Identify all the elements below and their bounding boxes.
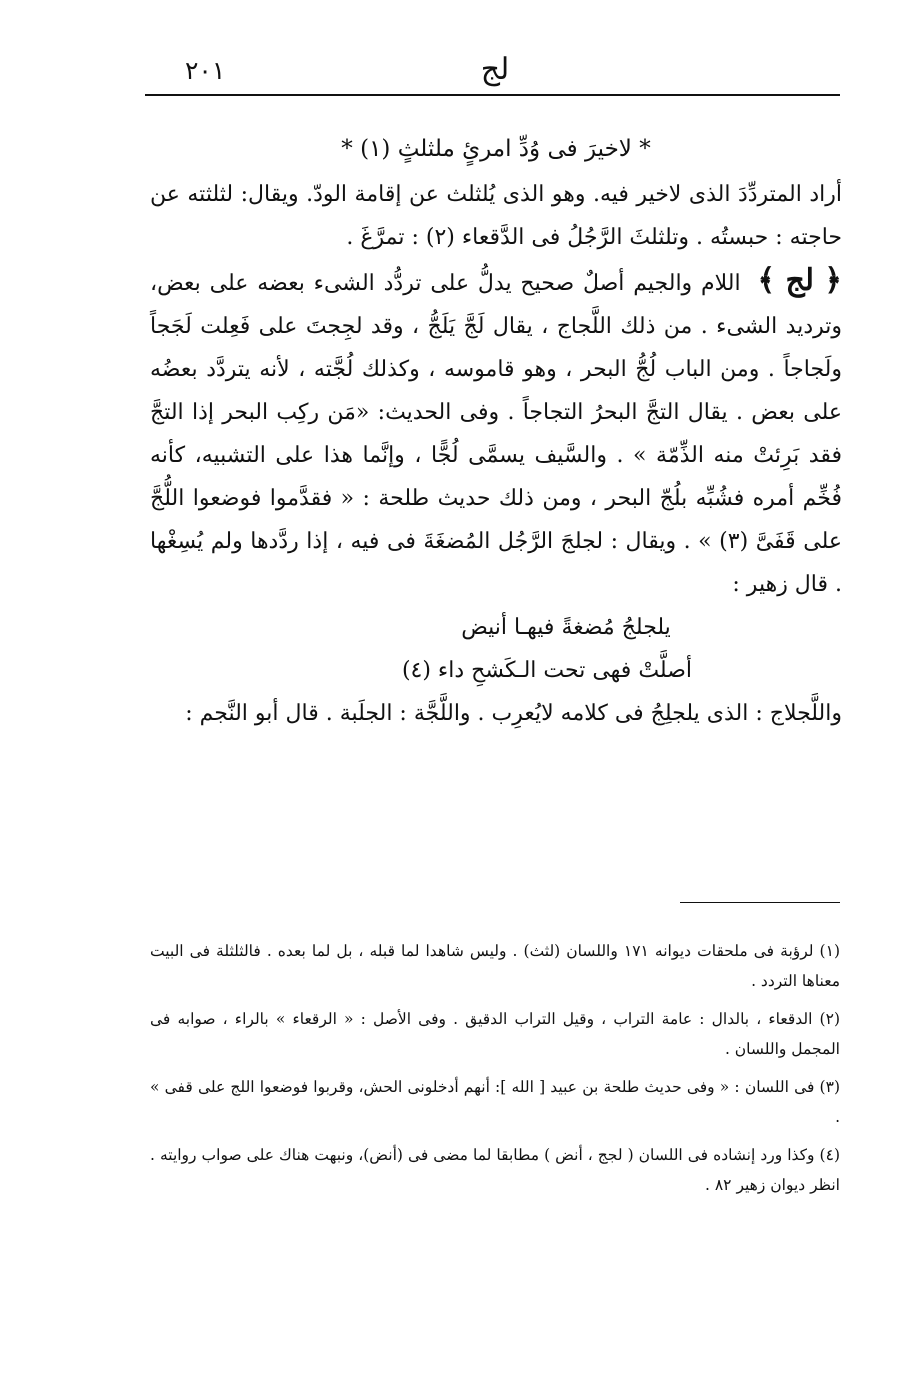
footnotes (150, 936, 840, 1208)
text-line: أراد المتردِّدَ الذى لاخير فيه. وهو الذى يُلثلث عن إقامة الودّ. ويقال: لثلثته (187, 182, 843, 207)
footnote-1: (١) لرؤبة فى ملحقات ديوانه ١٧١ واللسان (لثث) . وليس شاهدا لما قبله ، بل لما بعده . فالثلثلة فى البيت معناها التردد . (150, 942, 840, 990)
entry-paragraph (150, 259, 842, 606)
footnote-divider (680, 902, 840, 903)
text-line: واللَّجلاج : الذى يلجلِجُ فى كلامه لايُعرِب . واللَّجَّة : الجلَبة . قال (285, 701, 842, 726)
verse-heading: * لاخيرَ فى وُدِّ امرئٍ ملثلثٍ (١) * (341, 136, 651, 162)
text-line: عن حاجته : حبستُه . وتلثلثَ الرَّجُلُ فى الدَّقعاء (٢) : تمرَّغَ . (150, 182, 842, 250)
footnote-3: (٣) فى اللسان : « وفى حديث طلحة بن عبيد [ الله ]: أنهم أدخلونى الحش، وقربوا فوضعوا اللج على قفى » . (150, 1078, 840, 1126)
page-number: ٢٠١ (185, 56, 226, 85)
text-line: فُخِّم أمره فشُبِّه بلُجّ البحر ، ومن ذلك حديث طلحة : « فقدَّموا فوضعوا اللُّجَّ على (150, 486, 842, 554)
text-line: بعض، وترديد الشىء . من ذلك اللَّجاج ، يقال لَجَّ يَلَجُّ ، وقد لجِجتَ على فَعِلت (150, 271, 843, 339)
verse-hemistich-2: أصلَّتْ فهى تحت الـكَشحِ داء (٤) (401, 658, 692, 683)
page-header (145, 50, 840, 96)
text-line: التجَّ فقد بَرِئتْ منه الذِّمّة » . والسَّيف يسمَّى لُجًّا ، وإنَّما هذا على التشبيه، كأنه (150, 400, 842, 468)
footnote-2: (٢) الدقعاء ، بالدال : عامة التراب ، وقيل التراب الدقيق . وفى الأصل : « الرقعاء » بالراء ، صوابه فى المجمل واللسان . (150, 1010, 840, 1058)
footnote-4: (٤) وكذا ورد إنشاده فى اللسان ( لجج ، أنض ) مطابقا لما مضى فى (أنض)، ونبهت هناك على صواب روايته . انظر ديوان زهير ٨٢ . (150, 1146, 840, 1194)
verse-hemistich-1: يلجلجُ مُضغةً فيهـا أنيض (461, 615, 671, 640)
text-line: اللام والجيم أصلٌ صحيح يدلُّ على تردُّد الشىء بعضه على (209, 271, 741, 296)
entry-root-mark: ﴿ لج ﴾ (757, 263, 842, 298)
paragraph-2 (150, 692, 842, 735)
running-head-word: لج (480, 52, 510, 87)
text-line: بعضُه على بعض . يقال التجَّ البحرُ التجاجاً . وفى الحديث: «مَن ركِب البحر إذا (150, 357, 842, 425)
text-line: أبو النَّجم : (185, 701, 279, 726)
paragraph-1 (150, 173, 842, 259)
text-line: قَفَىَّ (٣) » . ويقال : لجلجَ الرَّجُل المُضغَةَ فى فيه ، إذا ردَّدها ولم يُسِغْها . قال زهير : (150, 529, 842, 597)
poem-verse (150, 606, 842, 692)
main-text (150, 128, 842, 735)
text-line: لَجَجاً ولَجاجاً . ومن الباب لُجُّ البحر ، وهو قاموسه ، وكذلك لُجَّته ، لأنه يتردَّد (150, 314, 842, 382)
